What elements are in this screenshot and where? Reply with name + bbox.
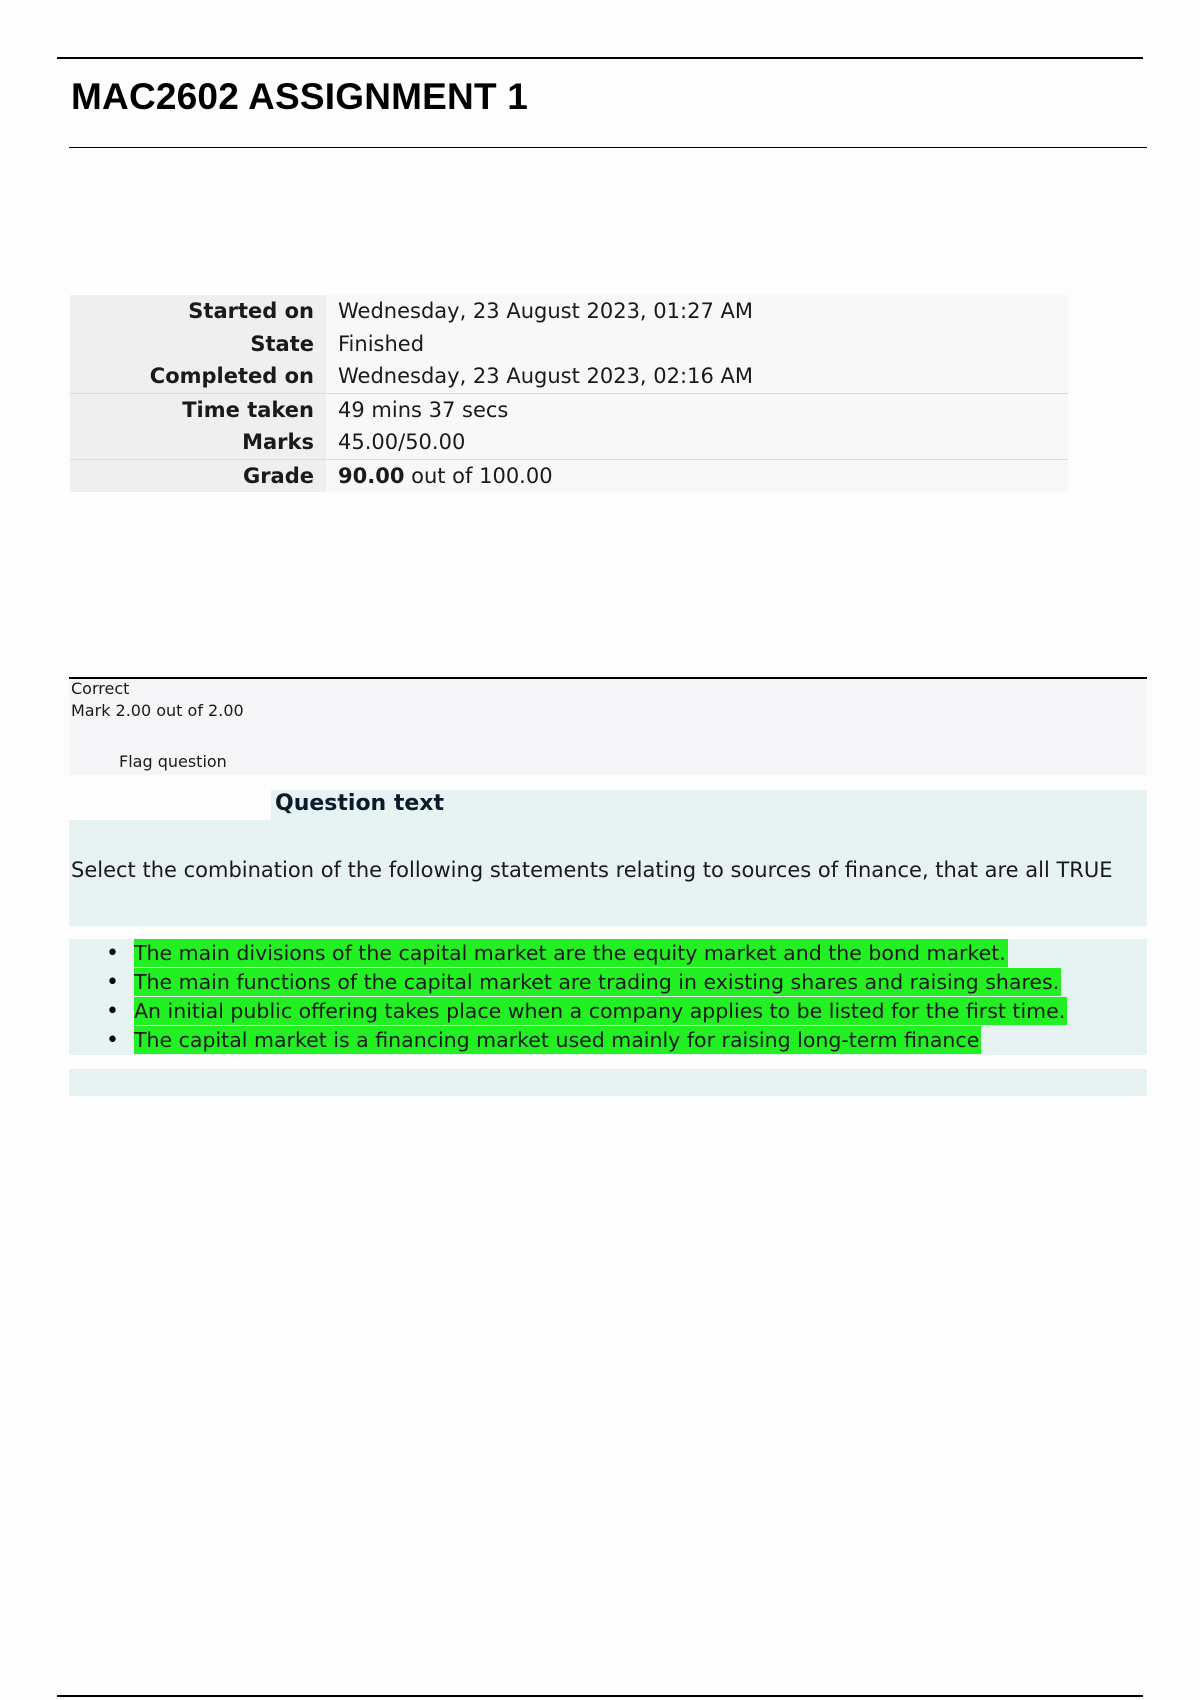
- feedback-strip: [69, 1069, 1147, 1096]
- question-text: Select the combination of the following statements relating to sources of finance, that are all TRUE: [71, 858, 1113, 882]
- grade-value: 90.00: [338, 463, 405, 488]
- summary-row-started: [70, 295, 1068, 328]
- statement-list: [69, 939, 1067, 1055]
- summary-row-grade: [70, 459, 1068, 492]
- title-rule: [69, 147, 1147, 148]
- list-item: [69, 939, 1067, 968]
- question-heading-backdrop: [69, 790, 271, 820]
- summary-value: Finished: [326, 328, 1068, 361]
- attempt-summary-table: [70, 295, 1068, 492]
- question-state: Correct: [71, 679, 130, 698]
- highlighted-statement: The capital market is a financing market used mainly for raising long-term finance: [134, 1028, 980, 1052]
- document-title: MAC2602 ASSIGNMENT 1: [71, 76, 529, 117]
- list-item: [69, 968, 1067, 997]
- summary-value: Wednesday, 23 August 2023, 02:16 AM: [326, 360, 1068, 393]
- highlighted-statement: The main divisions of the capital market are the equity market and the bond market.: [134, 941, 1006, 965]
- highlighted-statement: An initial public offering takes place when a company applies to be listed for the first time.: [134, 999, 1066, 1023]
- summary-label: State: [70, 328, 326, 361]
- question-text-heading: Question text: [275, 791, 445, 816]
- top-rule: [57, 57, 1143, 59]
- list-item: [69, 997, 1067, 1026]
- bottom-rule: [57, 1695, 1143, 1697]
- summary-row-marks: [70, 426, 1068, 459]
- grade-suffix: out of 100.00: [404, 463, 553, 488]
- question-mark: Mark 2.00 out of 2.00: [71, 701, 244, 720]
- summary-label: Grade: [70, 459, 326, 492]
- summary-label: Completed on: [70, 360, 326, 393]
- summary-label: Time taken: [70, 393, 326, 426]
- question-info: [69, 679, 1147, 775]
- summary-row-completed: [70, 360, 1068, 393]
- summary-value: Wednesday, 23 August 2023, 01:27 AM: [326, 295, 1068, 328]
- statements-box: [69, 939, 1147, 1055]
- summary-value: [326, 459, 1068, 492]
- summary-row-time-taken: [70, 393, 1068, 426]
- list-item: [69, 1026, 1067, 1055]
- summary-row-state: [70, 328, 1068, 361]
- highlighted-statement: The main functions of the capital market are trading in existing shares and raising shares.: [134, 970, 1060, 994]
- summary-label: Marks: [70, 426, 326, 459]
- summary-label: Started on: [70, 295, 326, 328]
- summary-value: 49 mins 37 secs: [326, 393, 1068, 426]
- flag-question-link[interactable]: Flag question: [119, 752, 227, 771]
- summary-value: 45.00/50.00: [326, 426, 1068, 459]
- question-content: [69, 790, 1147, 926]
